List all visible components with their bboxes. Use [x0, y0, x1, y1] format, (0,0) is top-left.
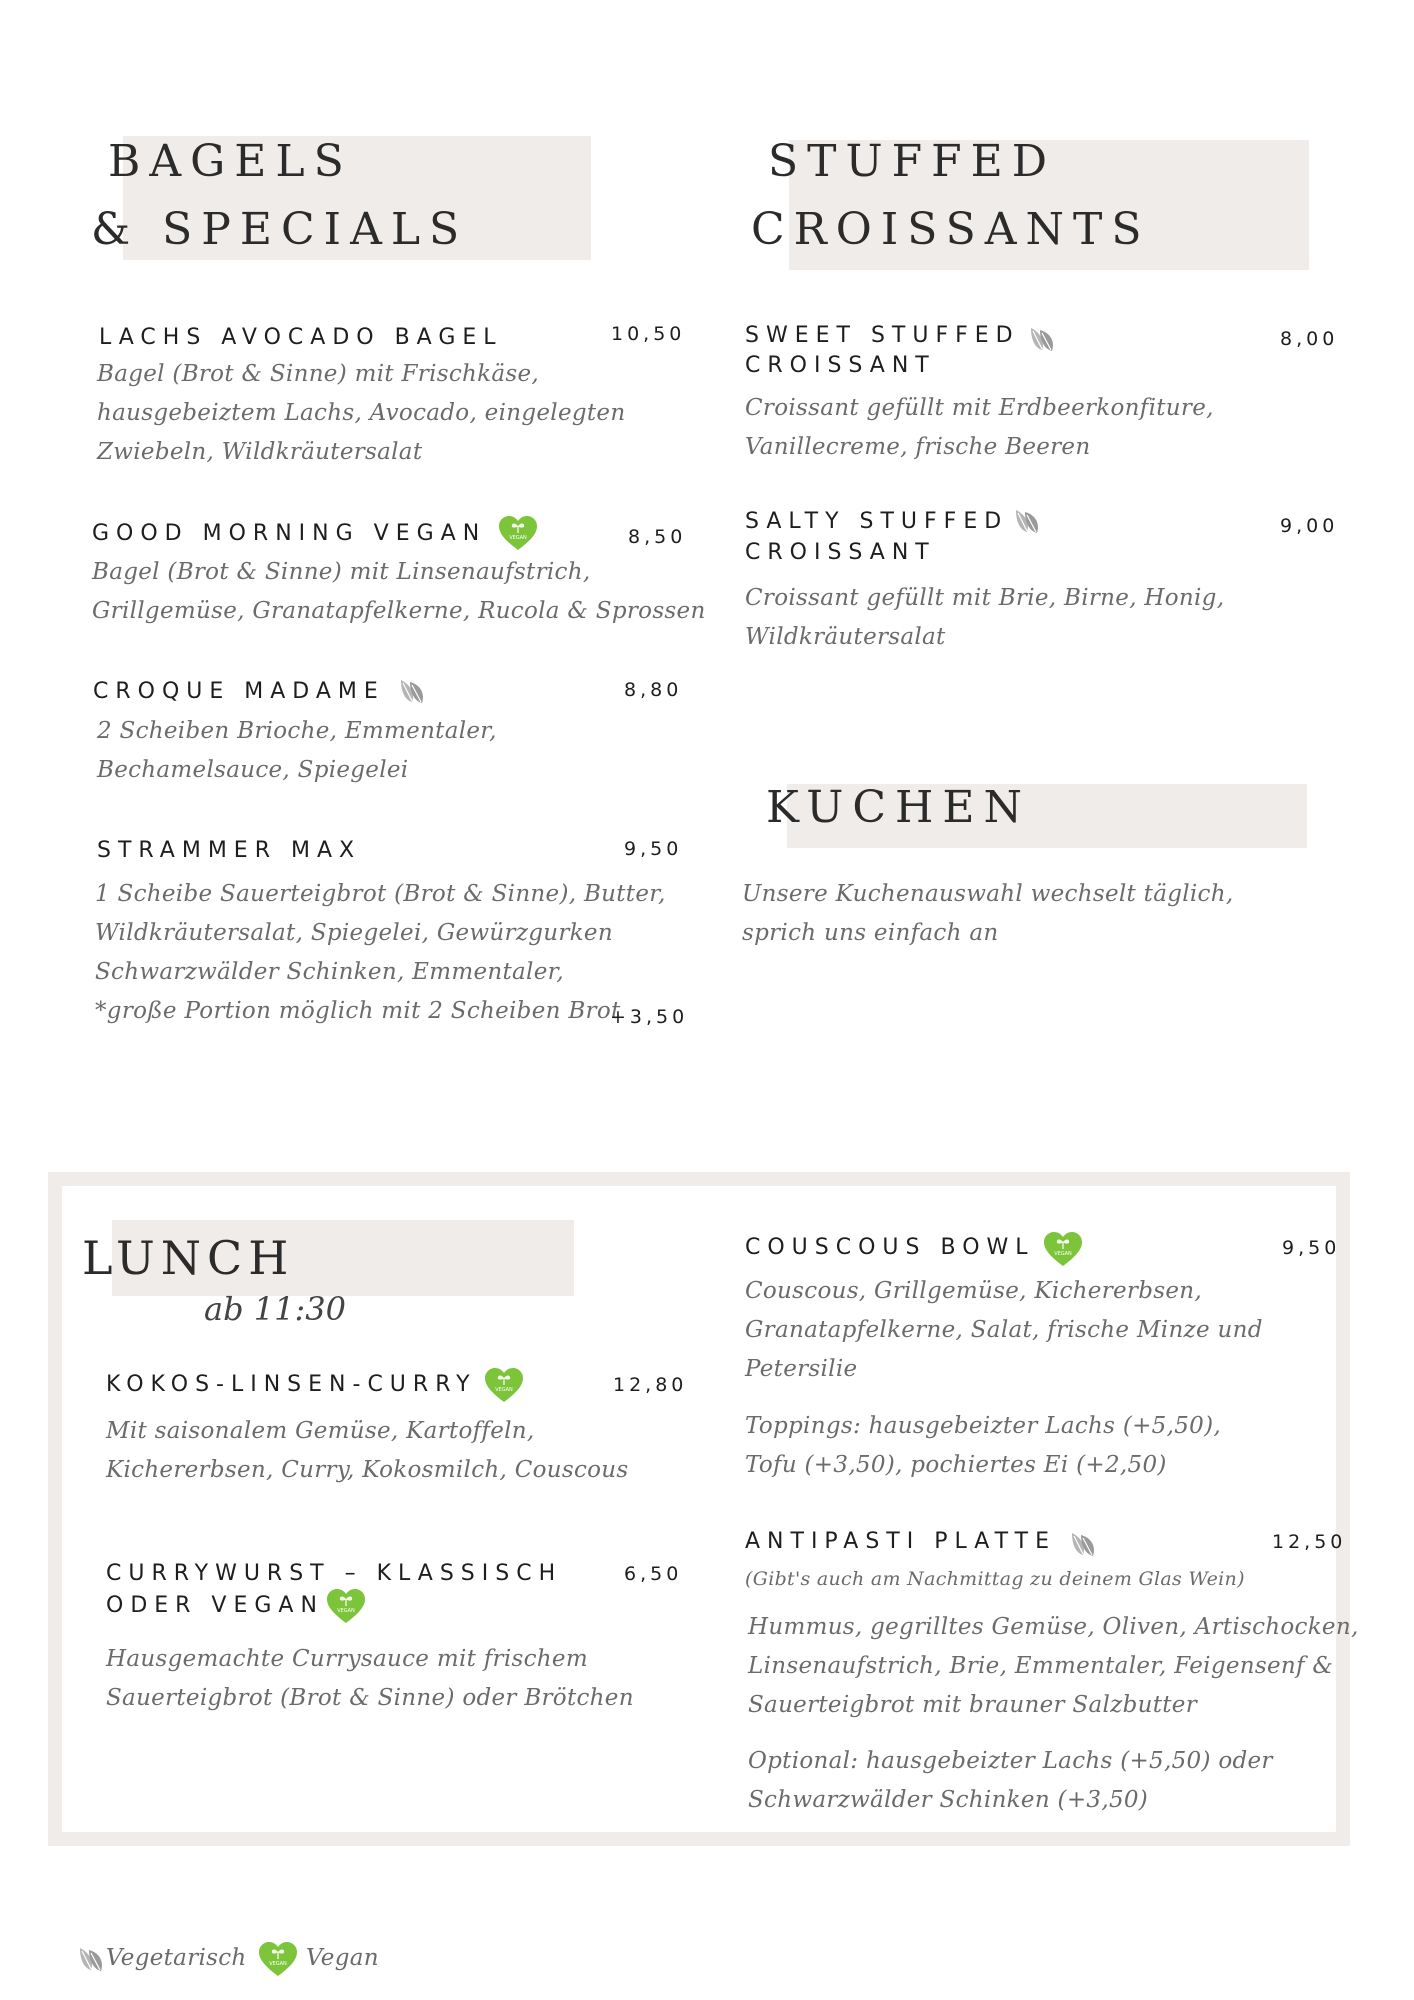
vegetarian-leaf-icon: [397, 676, 427, 706]
item-price-kokos-linsen-curry: 12,80: [613, 1374, 688, 1396]
item-desc-good-morning-vegan: Bagel (Brot & Sinne) mit Linsenaufstrich, Grillgemüse, Granatapfelkerne, Rucola & Sprossen: [92, 559, 706, 624]
item-desc-antipasti-platte: Hummus, gegrilltes Gemüse, Oliven, Artischocken, Linsenaufstrich, Brie, Emmentaler, Feigensenf & Sauerteigbrot mit brauner Salzbutter: [748, 1614, 1359, 1718]
croissants-heading-line2: CROISSANTS: [751, 204, 1151, 255]
lunch-heading: LUNCH: [82, 1231, 295, 1285]
vegan-heart-icon: [1043, 1231, 1083, 1267]
item-desc-currywurst: Hausgemachte Currysauce mit frischem Sauerteigbrot (Brot & Sinne) oder Brötchen: [106, 1646, 634, 1711]
item-name-kokos-linsen-curry: KOKOS-LINSEN-CURRY: [106, 1372, 477, 1397]
vegan-heart-icon: [326, 1588, 366, 1624]
item-price-sweet-stuffed-croissant: 8,00: [1280, 328, 1339, 350]
item-price-currywurst: 6,50: [624, 1563, 683, 1585]
item-price-croque-madame: 8,80: [624, 679, 683, 701]
vegan-heart-icon: [484, 1367, 524, 1403]
vegetarian-leaf-icon: [1012, 506, 1042, 536]
croissants-heading-line1: STUFFED: [768, 136, 1057, 187]
item-name-couscous-bowl: COUSCOUS BOWL: [745, 1235, 1035, 1260]
item-desc-croque-madame: 2 Scheiben Brioche, Emmentaler, Bechamelsauce, Spiegelei: [97, 718, 497, 783]
item-name-currywurst-line1: CURRYWURST – KLASSISCH: [106, 1561, 563, 1586]
item-name-sweet-stuffed-croissant-line2: CROISSANT: [745, 353, 936, 378]
bagels-heading-line2: & SPECIALS: [91, 204, 469, 255]
item-price-antipasti-platte: 12,50: [1272, 1531, 1347, 1553]
item-desc-lachs-avocado-bagel: Bagel (Brot & Sinne) mit Frischkäse, hausgebeiztem Lachs, Avocado, eingelegten Zwiebeln, Wildkräutersalat: [97, 361, 626, 465]
item-price-strammer-max: 9,50: [624, 838, 683, 860]
item-optional-antipasti-platte: Optional: hausgebeizter Lachs (+5,50) oder Schwarzwälder Schinken (+3,50): [748, 1748, 1273, 1813]
legend-vegetarian-label: Vegetarisch: [106, 1945, 247, 1971]
item-name-salty-stuffed-croissant-line1: SALTY STUFFED: [745, 509, 1009, 534]
item-desc-sweet-stuffed-croissant: Croissant gefüllt mit Erdbeerkonfiture, Vanillecreme, frische Beeren: [745, 395, 1214, 460]
legend-vegetarian-leaf-icon: [76, 1944, 106, 1974]
item-note-antipasti-platte: (Gibt's auch am Nachmittag zu deinem Glas Wein): [745, 1568, 1245, 1590]
kuchen-heading: KUCHEN: [766, 782, 1032, 833]
item-name-salty-stuffed-croissant-line2: CROISSANT: [745, 540, 936, 565]
item-name-good-morning-vegan: GOOD MORNING VEGAN: [92, 521, 487, 546]
item-desc-couscous-bowl: Couscous, Grillgemüse, Kichererbsen, Granatapfelkerne, Salat, frische Minze und Petersilie: [745, 1278, 1263, 1382]
item-name-sweet-stuffed-croissant-line1: SWEET STUFFED: [745, 323, 1020, 348]
item-name-antipasti-platte: ANTIPASTI PLATTE: [745, 1529, 1056, 1554]
item-name-lachs-avocado-bagel: LACHS AVOCADO BAGEL: [99, 325, 503, 350]
item-extra-price-strammer-max: +3,50: [610, 1006, 689, 1028]
legend-vegan-heart-icon: [258, 1941, 298, 1977]
lunch-subtitle: ab 11:30: [204, 1290, 346, 1328]
item-toppings-couscous-bowl: Toppings: hausgebeizter Lachs (+5,50), Tofu (+3,50), pochiertes Ei (+2,50): [745, 1413, 1221, 1478]
item-name-croque-madame: CROQUE MADAME: [93, 679, 385, 704]
kuchen-desc: Unsere Kuchenauswahl wechselt täglich, sprich uns einfach an: [742, 881, 1234, 946]
item-price-lachs-avocado-bagel: 10,50: [611, 323, 686, 345]
item-name-strammer-max: STRAMMER MAX: [97, 838, 362, 863]
item-desc-strammer-max: 1 Scheibe Sauerteigbrot (Brot & Sinne), Butter, Wildkräutersalat, Spiegelei, Gewürzgurken Schwarzwälder Schinken, Emmentaler, *große Portion möglich mit 2 Scheiben Brot: [95, 881, 666, 1024]
legend-vegan-label: Vegan: [306, 1945, 379, 1971]
vegetarian-leaf-icon: [1068, 1529, 1098, 1559]
item-desc-salty-stuffed-croissant: Croissant gefüllt mit Brie, Birne, Honig, Wildkräutersalat: [745, 585, 1225, 650]
item-name-currywurst-line2: ODER VEGAN: [106, 1593, 324, 1618]
item-price-couscous-bowl: 9,50: [1282, 1237, 1341, 1259]
vegan-heart-icon: [498, 515, 538, 551]
item-price-good-morning-vegan: 8,50: [628, 526, 687, 548]
bagels-heading-line1: BAGELS: [108, 136, 353, 187]
item-desc-kokos-linsen-curry: Mit saisonalem Gemüse, Kartoffeln, Kichererbsen, Curry, Kokosmilch, Couscous: [106, 1418, 629, 1483]
vegetarian-leaf-icon: [1027, 324, 1057, 354]
item-price-salty-stuffed-croissant: 9,00: [1280, 515, 1339, 537]
